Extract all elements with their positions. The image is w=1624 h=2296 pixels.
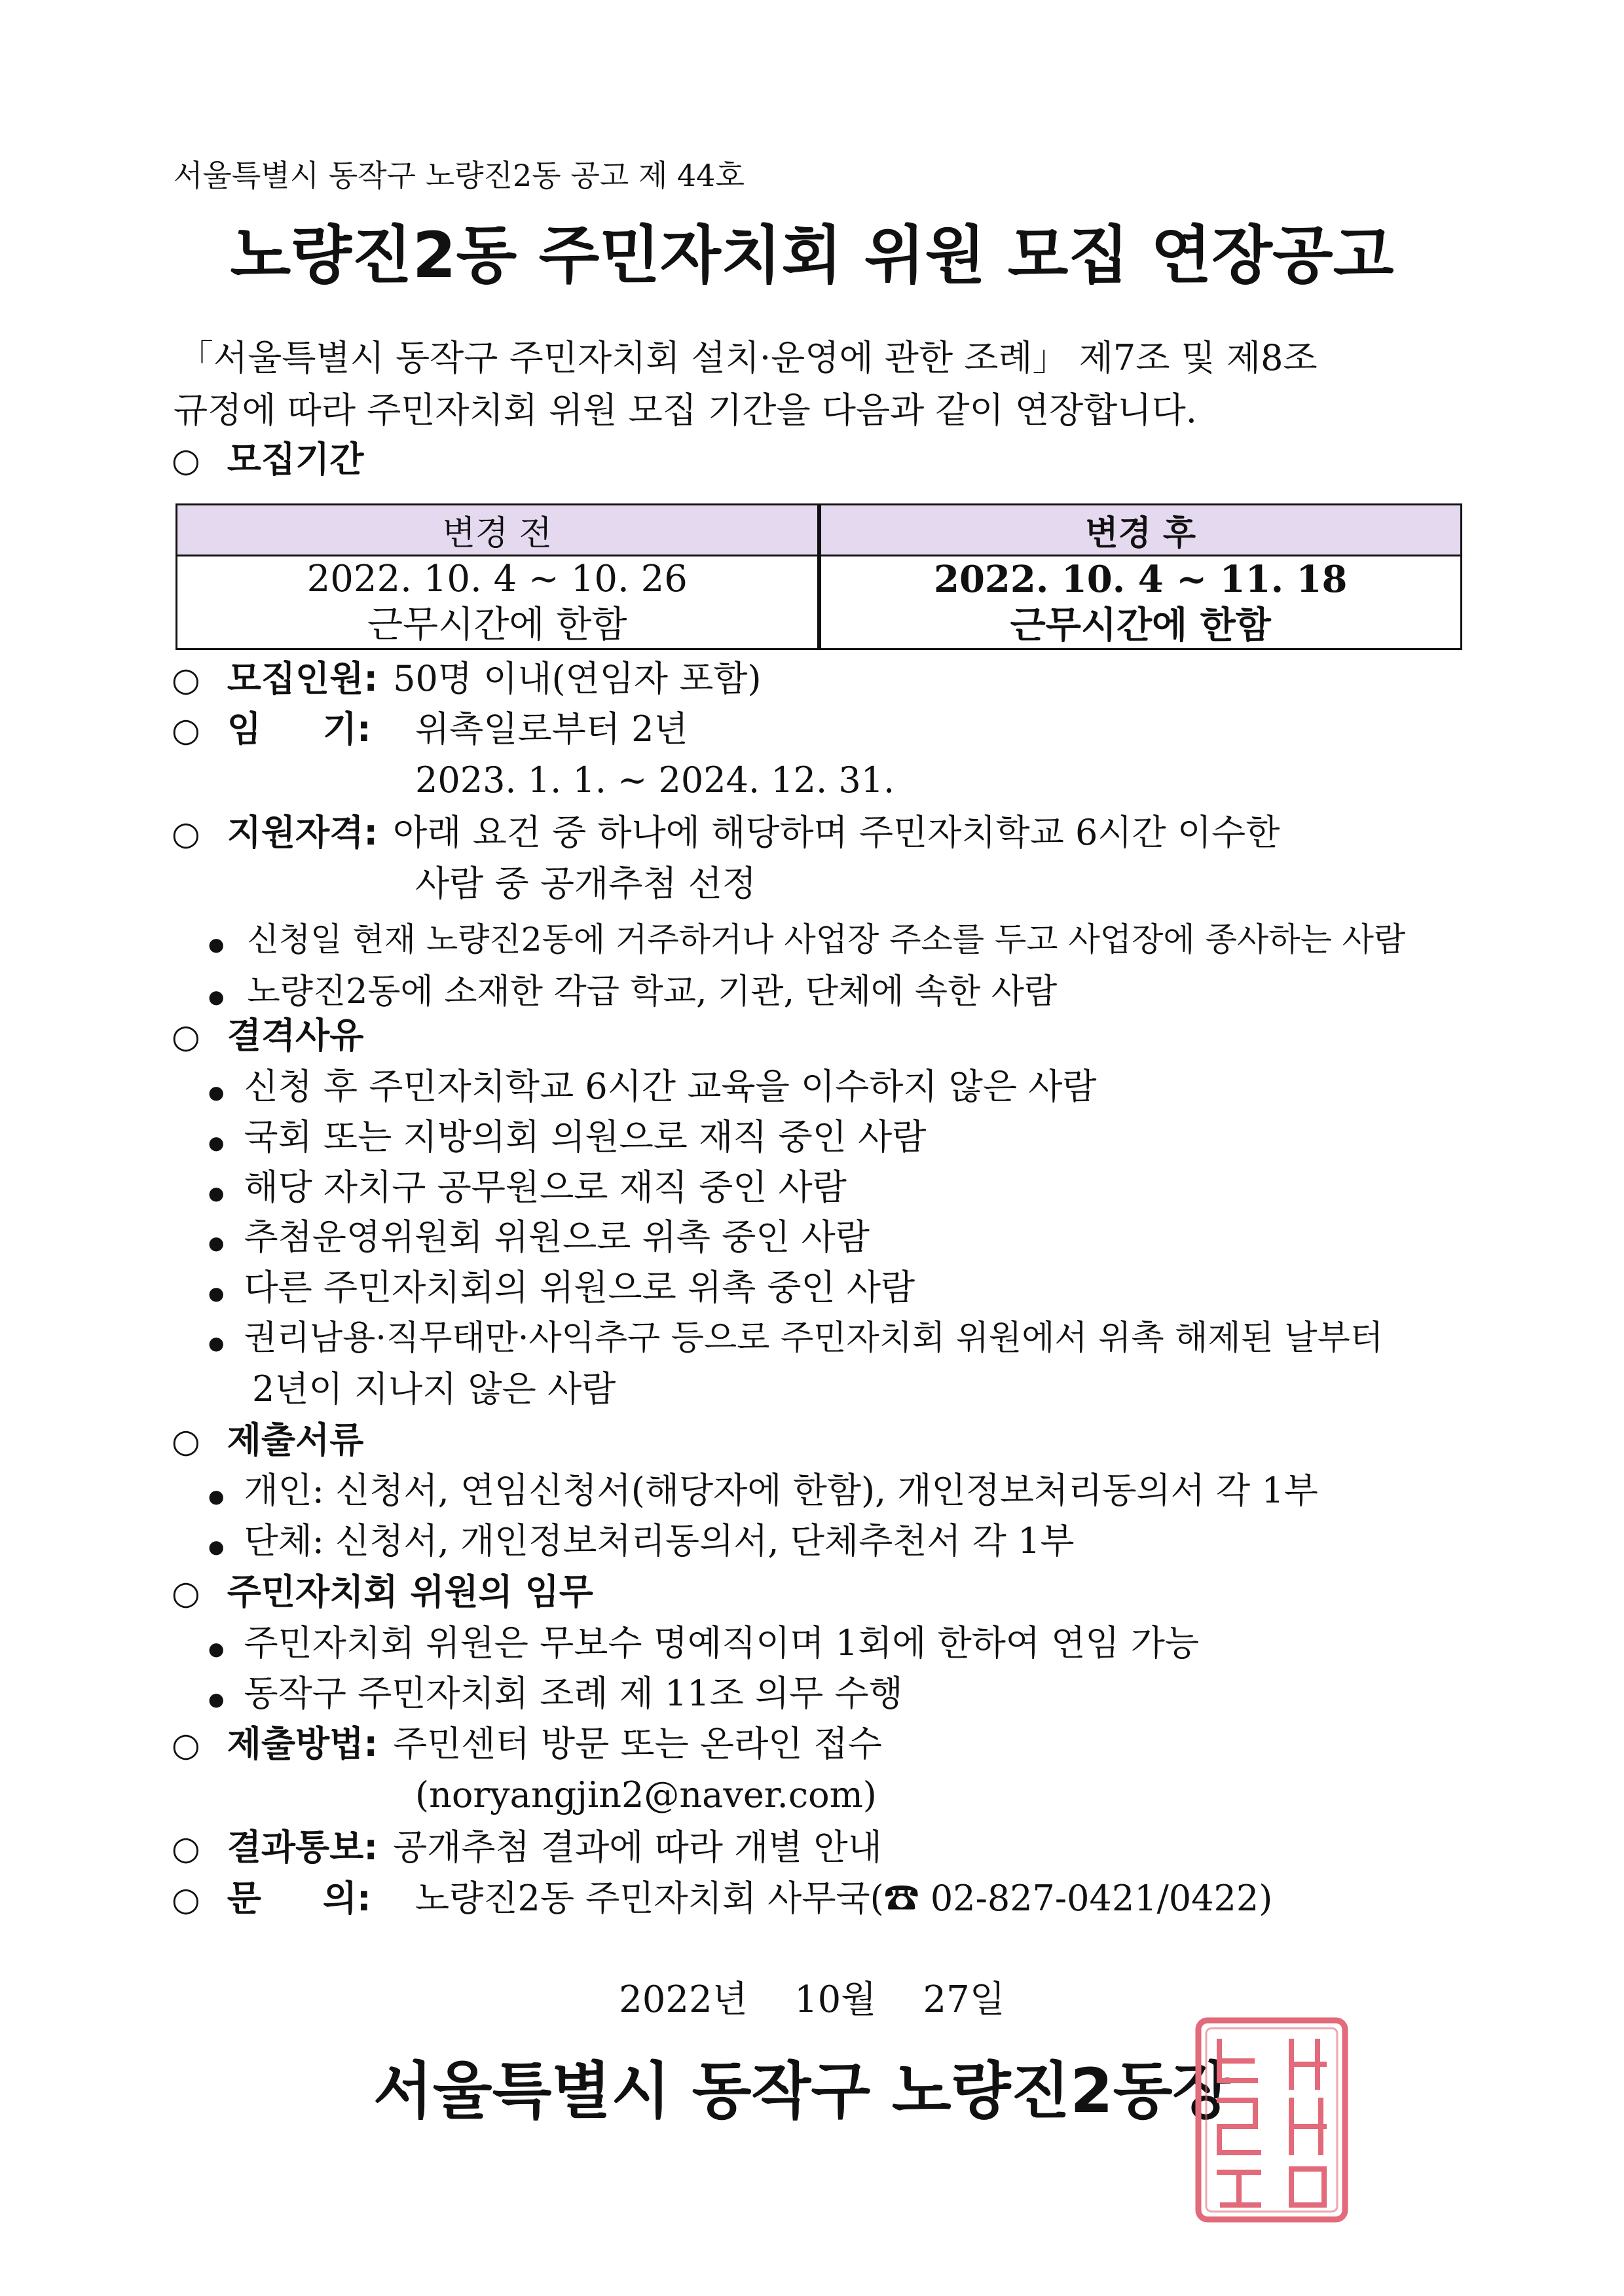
circle-bullet-icon: ○ [172,1422,200,1460]
circle-bullet-icon: ○ [172,1726,200,1764]
section-submission [172,1723,882,1765]
list-item [208,1673,903,1715]
signature: 서울특별시 동작구 노량진2동장 [373,2056,1232,2127]
after-cell [819,556,1462,649]
submission-email: (noryangjin2@naver.com) [415,1774,877,1815]
term-label: 임 기: [227,708,371,750]
section-documents [172,1419,363,1461]
duties-label: 주민자치회 위원의 임무 [227,1571,593,1613]
list-item [208,1622,1199,1664]
recruit-period-table [175,503,1462,650]
qualification-item: 신청일 현재 노량진2동에 거주하거나 사업장 주소를 두고 사업장에 종사하는 사람 [247,920,1406,958]
circle-bullet-icon: ○ [172,441,200,479]
list-item [208,1317,1383,1359]
disqualification-item: 신청 후 주민자치학교 6시간 교육을 이수하지 않은 사람 [244,1066,1097,1107]
after-header: 변경 후 [819,505,1462,556]
intro-line-2: 규정에 따라 주민자치회 위원 모집 기간을 다음과 같이 연장합니다. [174,390,1197,431]
recruit-period-label: 모집기간 [227,439,364,480]
disqualification-label: 결격사유 [227,1015,364,1056]
submission-value: 주민센터 방문 또는 온라인 접수 [393,1723,882,1764]
notice-number: 서울특별시 동작구 노량진2동 공고 제 44호 [174,158,745,193]
qualification-item: 노량진2동에 소재한 각급 학교, 기관, 단체에 속한 사람 [247,972,1058,1011]
dot-bullet-icon: ● [208,1688,225,1710]
circle-bullet-icon: ○ [172,1574,200,1612]
seal-glyphs [1219,2041,1324,2205]
intro-line-1: 「서울특별시 동작구 주민자치회 설치·운영에 관한 조례」 제7조 및 제8조 [178,337,1318,378]
documents-label: 제출서류 [227,1419,364,1461]
dot-bullet-icon: ● [208,934,225,955]
disqualification-item: 해당 자치구 공무원으로 재직 중인 사람 [244,1167,847,1208]
list-item [208,1470,1318,1512]
term-value: 위촉일로부터 2년 [415,708,688,750]
circle-bullet-icon: ○ [172,814,200,852]
list-item [208,913,1405,960]
qualification-value-2: 사람 중 공개추첨 선정 [415,863,756,904]
list-item [208,1167,847,1209]
dot-bullet-icon: ● [208,1332,225,1354]
section-recruit-period [172,439,363,481]
before-note: 근무시간에 한함 [367,604,627,646]
section-term [172,708,371,750]
section-duties [172,1571,593,1613]
inquiry-label: 문 의: [227,1878,371,1919]
disqualification-item-continuation: 2년이 지나지 않은 사람 [252,1368,616,1410]
inquiry-value: 노량진2동 주민자치회 사무국(☎ 02-827-0421/0422) [415,1878,1273,1919]
notice-date: 2022년 10월 27일 [619,1978,1005,2021]
section-disqualification [172,1015,363,1057]
qualification-label: 지원자격: [227,812,378,853]
list-item [208,964,1057,1013]
circle-bullet-icon: ○ [172,1829,200,1867]
documents-item: 개인: 신청서, 연임신청서(해당자에 한함), 개인정보처리동의서 각 1부 [244,1470,1318,1511]
dot-bullet-icon: ● [208,1232,225,1254]
disqualification-item: 권리남용·직무태만·사익추구 등으로 주민자치회 위원에서 위촉 해제된 날부터 [244,1319,1384,1358]
section-recruit-count [172,658,762,700]
circle-bullet-icon: ○ [172,711,200,749]
list-item [208,1066,1097,1108]
result-value: 공개추첨 결과에 따라 개별 안내 [393,1827,882,1868]
section-qualification [172,812,1280,854]
disqualification-item: 다른 주민자치회의 위원으로 위촉 중인 사람 [244,1267,915,1308]
list-item [208,1520,1075,1562]
term-dates: 2023. 1. 1. ~ 2024. 12. 31. [415,759,895,801]
circle-bullet-icon: ○ [172,1017,200,1055]
duties-item: 동작구 주민자치회 조례 제 11조 의무 수행 [244,1673,903,1714]
dot-bullet-icon: ● [208,1536,225,1558]
qualification-value-1: 아래 요건 중 하나에 해당하며 주민자치학교 6시간 이수한 [393,812,1280,853]
dot-bullet-icon: ● [208,1283,225,1304]
dot-bullet-icon: ● [208,1082,225,1103]
submission-label: 제출방법: [227,1723,378,1764]
documents-item: 단체: 신청서, 개인정보처리동의서, 단체추천서 각 1부 [244,1520,1075,1561]
list-item [208,1267,915,1309]
recruit-count-label: 모집인원: [227,658,378,699]
duties-item: 주민자치회 위원은 무보수 명예직이며 1회에 한하여 연임 가능 [244,1622,1200,1664]
before-cell [177,556,819,649]
dot-bullet-icon: ● [208,1638,225,1660]
before-dates: 2022. 10. 4 ~ 10. 26 [306,558,688,600]
after-dates: 2022. 10. 4 ~ 11. 18 [933,558,1348,601]
circle-bullet-icon: ○ [172,661,200,699]
disqualification-item: 추첨운영위원회 위원으로 위촉 중인 사람 [244,1216,870,1258]
dot-bullet-icon: ● [208,1182,225,1204]
disqualification-item: 국회 또는 지방의회 의원으로 재직 중인 사람 [244,1116,927,1157]
section-result [172,1827,882,1868]
dot-bullet-icon: ● [208,1132,225,1154]
circle-bullet-icon: ○ [172,1880,200,1918]
before-header: 변경 전 [177,505,819,556]
list-item [208,1216,870,1258]
official-seal [1193,2015,1350,2225]
page-title: 노량진2동 주민자치회 위원 모집 연장공고 [230,219,1394,292]
section-inquiry [172,1878,371,1920]
after-note: 근무시간에 한함 [1010,604,1271,647]
dot-bullet-icon: ● [208,1485,225,1507]
list-item [208,1116,926,1158]
dot-bullet-icon: ● [208,986,225,1008]
recruit-count-value: 50명 이내(연임자 포함) [393,658,762,699]
result-label: 결과통보: [227,1827,378,1868]
